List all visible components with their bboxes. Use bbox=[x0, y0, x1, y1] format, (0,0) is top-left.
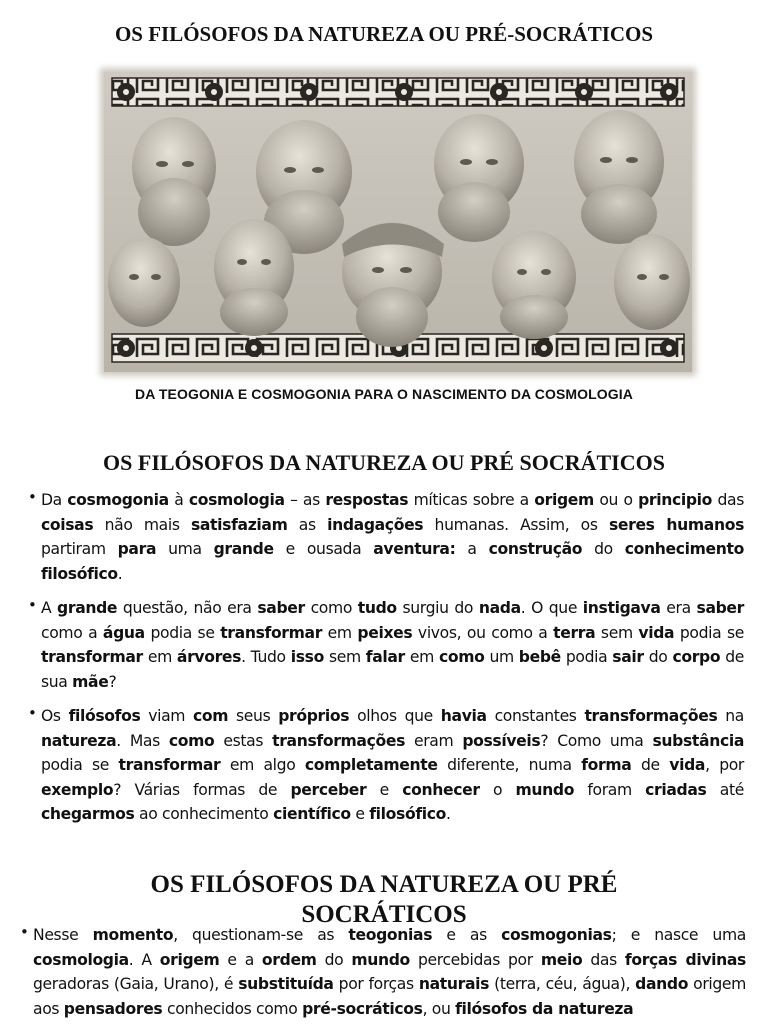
text-run: a bbox=[455, 540, 489, 558]
bold-text: científico bbox=[273, 805, 351, 823]
text-run: até bbox=[706, 780, 744, 799]
bold-text: tudo bbox=[357, 599, 397, 617]
bold-text: saber bbox=[696, 599, 744, 617]
bold-text: vida bbox=[638, 623, 675, 642]
text-run: ou o bbox=[593, 491, 639, 509]
bold-text: mundo bbox=[515, 780, 575, 799]
bold-text: havia bbox=[440, 707, 487, 725]
text-run: podia se bbox=[144, 623, 221, 642]
philosophers-banner-image bbox=[104, 72, 692, 372]
bold-text: transformações bbox=[584, 707, 718, 725]
bold-text: mundo bbox=[351, 950, 410, 969]
text-run: . Mas bbox=[116, 731, 169, 750]
text-run: um bbox=[484, 648, 519, 666]
bold-text: bebê bbox=[518, 648, 561, 666]
bold-text: pré-socráticos bbox=[302, 999, 423, 1018]
text-run: estas bbox=[214, 731, 273, 750]
text-run: vivos, ou como a bbox=[412, 623, 554, 642]
bold-text: ordem bbox=[261, 950, 317, 969]
bold-text: possíveis bbox=[462, 731, 541, 750]
philosophers-busts-illustration bbox=[104, 72, 692, 372]
text-run: Da bbox=[41, 491, 68, 509]
text-run: ? Como uma bbox=[540, 731, 653, 750]
text-run: sem bbox=[323, 648, 366, 666]
slide2-title: OS FILÓSOFOS DA NATUREZA OU PRÉ SOCRÁTICOS bbox=[103, 450, 665, 475]
text-run: à bbox=[168, 491, 189, 509]
text-run: constantes bbox=[486, 707, 585, 725]
bold-text: cosmologia bbox=[33, 950, 129, 969]
text-run: uma bbox=[156, 540, 214, 558]
text-run: viam bbox=[140, 707, 194, 725]
slide3-title: OS FILÓSOFOS DA NATUREZA OU PRÉ SOCRÁTICOS bbox=[150, 871, 618, 928]
text-run: das bbox=[582, 950, 625, 969]
text-run: , questionam-se as bbox=[173, 926, 349, 944]
bold-text: saber bbox=[257, 599, 305, 617]
text-run: em algo bbox=[220, 756, 305, 774]
bold-text: coisas bbox=[41, 515, 94, 534]
text-run: em bbox=[322, 623, 358, 642]
text-run: (terra, céu, água), bbox=[489, 975, 636, 993]
text-run: podia se bbox=[674, 623, 744, 642]
bold-text: como bbox=[168, 731, 215, 750]
text-run: na bbox=[717, 707, 744, 725]
text-run: partiram bbox=[41, 540, 118, 558]
bold-text: indagações bbox=[327, 515, 424, 534]
text-run: . bbox=[446, 805, 451, 823]
bold-text: cosmogonia bbox=[67, 491, 169, 509]
text-run: do bbox=[316, 950, 352, 969]
bold-text: teogonias bbox=[348, 926, 433, 944]
text-run: em bbox=[142, 648, 177, 666]
slide1-title: OS FILÓSOFOS DA NATUREZA OU PRÉ-SOCRÁTICOS bbox=[114, 22, 654, 46]
bold-text: exemplo bbox=[41, 780, 114, 799]
bold-text: momento bbox=[92, 926, 174, 944]
text-run: as bbox=[287, 515, 328, 534]
slide2-bullet bbox=[28, 704, 744, 827]
bold-text: filosófico bbox=[369, 805, 447, 823]
text-run: ? bbox=[108, 672, 117, 691]
bold-text: isso bbox=[290, 648, 324, 666]
bold-text: grande bbox=[213, 540, 274, 558]
bold-text: peixes bbox=[357, 623, 413, 642]
text-run: não mais bbox=[93, 515, 191, 534]
text-run: surgiu do bbox=[396, 599, 479, 617]
text-run: . bbox=[117, 564, 123, 583]
slide2-bullet-list bbox=[28, 488, 744, 837]
slide3-bullet bbox=[20, 923, 746, 1021]
text-run: sem bbox=[595, 623, 639, 642]
text-run: ao conhecimento bbox=[134, 805, 274, 823]
slide2-bullet bbox=[28, 488, 744, 586]
bold-text: meio bbox=[540, 950, 583, 969]
text-run: conhecidos como bbox=[162, 999, 303, 1018]
text-run: foram bbox=[574, 780, 646, 799]
text-run: como bbox=[304, 599, 358, 617]
slide1-subtitle: DA TEOGONIA E COSMOGONIA PARA O NASCIMENTO DA COSMOLOGIA bbox=[135, 386, 633, 402]
bold-text: criadas bbox=[645, 780, 707, 799]
text-run: . A bbox=[128, 950, 160, 969]
text-run: questão, não era bbox=[117, 599, 258, 617]
text-run: e bbox=[366, 780, 403, 799]
text-run: era bbox=[660, 599, 697, 617]
text-run: de sua bbox=[41, 648, 744, 691]
text-run: ; e nasce uma bbox=[611, 926, 746, 944]
text-run: do bbox=[643, 648, 673, 666]
bold-text: cosmogonias bbox=[501, 926, 612, 944]
text-run: percebidas por bbox=[409, 950, 541, 969]
bold-text: transformar bbox=[118, 756, 221, 774]
bold-text: construção bbox=[488, 540, 583, 558]
text-run: , ou bbox=[422, 999, 456, 1018]
bold-text: próprios bbox=[278, 707, 350, 725]
text-run: e as bbox=[432, 926, 502, 944]
text-run: A bbox=[41, 599, 58, 617]
text-run: , por bbox=[705, 756, 744, 774]
bold-text: respostas bbox=[325, 491, 409, 509]
bold-text: filósofos bbox=[68, 707, 141, 725]
bold-text: terra bbox=[553, 623, 596, 642]
bold-text: forma bbox=[581, 756, 632, 774]
bold-text: naturais bbox=[418, 975, 490, 993]
bold-text: transformar bbox=[220, 623, 323, 642]
bold-text: principio bbox=[638, 491, 713, 509]
bold-text: satisfaziam bbox=[190, 515, 288, 534]
slide3-bullet-list bbox=[20, 923, 746, 1031]
bold-text: mãe bbox=[72, 672, 109, 691]
bold-text: pensadores bbox=[63, 999, 163, 1018]
text-run: . O que bbox=[520, 599, 583, 617]
bold-text: chegarmos bbox=[41, 805, 135, 823]
text-run: e bbox=[350, 805, 370, 823]
text-run: e ousada bbox=[273, 540, 374, 558]
text-run: por forças bbox=[333, 975, 419, 993]
text-run: Nesse bbox=[33, 926, 93, 944]
text-run: diferente, numa bbox=[437, 756, 582, 774]
bold-text: seres humanos bbox=[608, 515, 745, 534]
text-run: podia se bbox=[41, 756, 119, 774]
bold-text: grande bbox=[57, 599, 118, 617]
text-run: míticas sobre a bbox=[408, 491, 535, 509]
bold-text: substituída bbox=[238, 975, 334, 993]
text-run: geradoras (Gaia, Urano), é bbox=[33, 975, 239, 993]
text-run: do bbox=[582, 540, 625, 558]
bold-text: perceber bbox=[290, 780, 367, 799]
text-run: Os bbox=[41, 707, 69, 725]
text-run: das bbox=[712, 491, 744, 509]
text-run: . Tudo bbox=[241, 648, 291, 666]
text-run: – as bbox=[284, 491, 326, 509]
text-run: humanas. Assim, os bbox=[423, 515, 609, 534]
text-run: podia bbox=[560, 648, 613, 666]
bold-text: nada bbox=[478, 599, 521, 617]
bold-text: origem bbox=[534, 491, 594, 509]
bold-text: cosmologia bbox=[188, 491, 285, 509]
bold-text: com bbox=[193, 707, 229, 725]
text-run: eram bbox=[405, 731, 463, 750]
text-run: origem aos bbox=[33, 975, 747, 1018]
text-run: de bbox=[631, 756, 670, 774]
bold-text: corpo bbox=[672, 648, 721, 666]
text-run: como a bbox=[41, 623, 103, 642]
bold-text: substância bbox=[652, 731, 745, 750]
text-run: seus bbox=[228, 707, 279, 725]
bold-text: vida bbox=[669, 756, 706, 774]
bold-text: transformar bbox=[41, 648, 143, 666]
bold-text: transformações bbox=[272, 731, 406, 750]
slide2-bullet bbox=[28, 596, 744, 694]
bold-text: árvores bbox=[176, 648, 242, 666]
bold-text: natureza bbox=[41, 731, 117, 750]
text-run: ? Várias formas de bbox=[113, 780, 291, 799]
bold-text: conhecer bbox=[402, 780, 480, 799]
bold-text: dando bbox=[635, 975, 689, 993]
bold-text: como bbox=[438, 648, 485, 666]
bold-text: instigava bbox=[582, 599, 661, 617]
text-run: e a bbox=[219, 950, 262, 969]
bold-text: filósofos da natureza bbox=[455, 999, 634, 1018]
text-run: o bbox=[479, 780, 516, 799]
text-run: olhos que bbox=[349, 707, 441, 725]
bold-text: sair bbox=[612, 648, 644, 666]
bold-text: forças divinas bbox=[624, 950, 746, 969]
bold-text: conhecimento filosófico bbox=[41, 540, 744, 583]
bold-text: para bbox=[117, 540, 157, 558]
bold-text: origem bbox=[159, 950, 220, 969]
bold-text: aventura: bbox=[373, 540, 456, 558]
bold-text: completamente bbox=[304, 756, 438, 774]
bold-text: falar bbox=[365, 648, 405, 666]
text-run: em bbox=[404, 648, 439, 666]
bold-text: água bbox=[102, 623, 145, 642]
